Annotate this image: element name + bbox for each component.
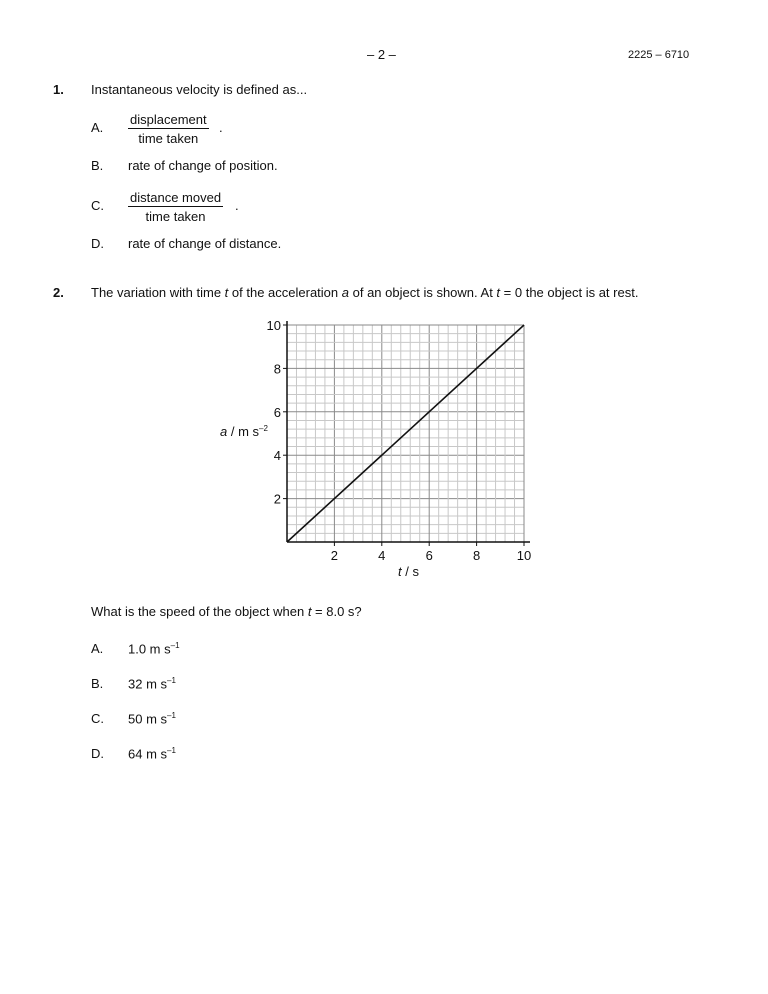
var-a: a bbox=[341, 285, 349, 300]
y-tick-label: 2 bbox=[273, 491, 281, 507]
q1-option-c-fraction bbox=[128, 190, 223, 224]
q1-option-a-fraction bbox=[128, 112, 209, 146]
q2-question bbox=[91, 604, 362, 619]
paper-code: 2225 – 6710 bbox=[628, 49, 690, 61]
value: 64 m s bbox=[128, 746, 168, 762]
y-axis-label: a / m $s^{-2}$ bbox=[220, 424, 268, 439]
exponent: –1 bbox=[167, 746, 176, 755]
q1-stem: Instantaneous velocity is defined as... bbox=[91, 82, 308, 97]
page-number: – 2 – bbox=[367, 47, 396, 62]
q2-stem bbox=[91, 285, 638, 300]
text: = 8.0 s? bbox=[311, 604, 362, 619]
q1-option-d-text: rate of change of distance. bbox=[128, 236, 282, 251]
numerator: displacement bbox=[130, 112, 207, 127]
exponent: –1 bbox=[170, 641, 180, 650]
var-t: t bbox=[307, 604, 312, 619]
x-tick-label: 6 bbox=[425, 548, 433, 563]
q2-option-d-text bbox=[128, 746, 176, 761]
y-tick-label: 8 bbox=[273, 361, 281, 377]
q2-option-c-text bbox=[128, 711, 176, 726]
y-tick-label: 6 bbox=[273, 404, 281, 420]
var-t: t bbox=[496, 285, 501, 300]
period: . bbox=[235, 198, 239, 213]
q2-option-c-letter: C. bbox=[91, 711, 104, 726]
period: . bbox=[219, 120, 223, 135]
denominator: time taken bbox=[138, 131, 199, 146]
q2-option-b-letter: B. bbox=[91, 676, 104, 691]
q1-option-d-letter: D. bbox=[91, 236, 104, 251]
q2-number: 2. bbox=[53, 285, 64, 300]
q2-option-b-text bbox=[128, 676, 176, 691]
var-t: t bbox=[224, 285, 229, 300]
acceleration-time-graph bbox=[200, 310, 550, 590]
exponent: –1 bbox=[167, 711, 176, 720]
x-axis-label: t / s bbox=[398, 564, 419, 579]
text: What is the speed of the object when bbox=[91, 604, 308, 619]
x-tick-label: 4 bbox=[378, 548, 386, 563]
x-tick-label: 2 bbox=[330, 548, 339, 563]
q2-option-a-letter: A. bbox=[91, 641, 104, 656]
value: 50 m s bbox=[128, 711, 168, 727]
x-tick-label: 10 bbox=[516, 548, 532, 563]
q2-option-a-text bbox=[128, 641, 180, 656]
q1-option-c-letter: C. bbox=[91, 198, 104, 213]
denominator: time taken bbox=[145, 209, 206, 224]
y-tick-label: 4 bbox=[273, 448, 281, 464]
q2-option-d-letter: D. bbox=[91, 746, 104, 761]
y-tick-label: 10 bbox=[266, 318, 281, 333]
q1-option-b-text: rate of change of position. bbox=[128, 158, 278, 173]
q1-option-a-letter: A. bbox=[91, 120, 104, 135]
x-tick-label: 8 bbox=[472, 548, 481, 563]
text: of the acceleration bbox=[228, 285, 342, 300]
value: 32 m s bbox=[128, 676, 168, 692]
text: = 0 the object is at rest. bbox=[500, 285, 639, 300]
numerator: distance moved bbox=[130, 190, 222, 205]
data-line bbox=[287, 325, 524, 542]
exponent: –1 bbox=[167, 676, 176, 685]
value: 1.0 m s bbox=[128, 641, 171, 657]
text: of an object is shown. At bbox=[349, 285, 497, 300]
q1-option-b-letter: B. bbox=[91, 158, 104, 173]
text: The variation with time bbox=[91, 285, 225, 300]
q1-number: 1. bbox=[53, 82, 64, 97]
